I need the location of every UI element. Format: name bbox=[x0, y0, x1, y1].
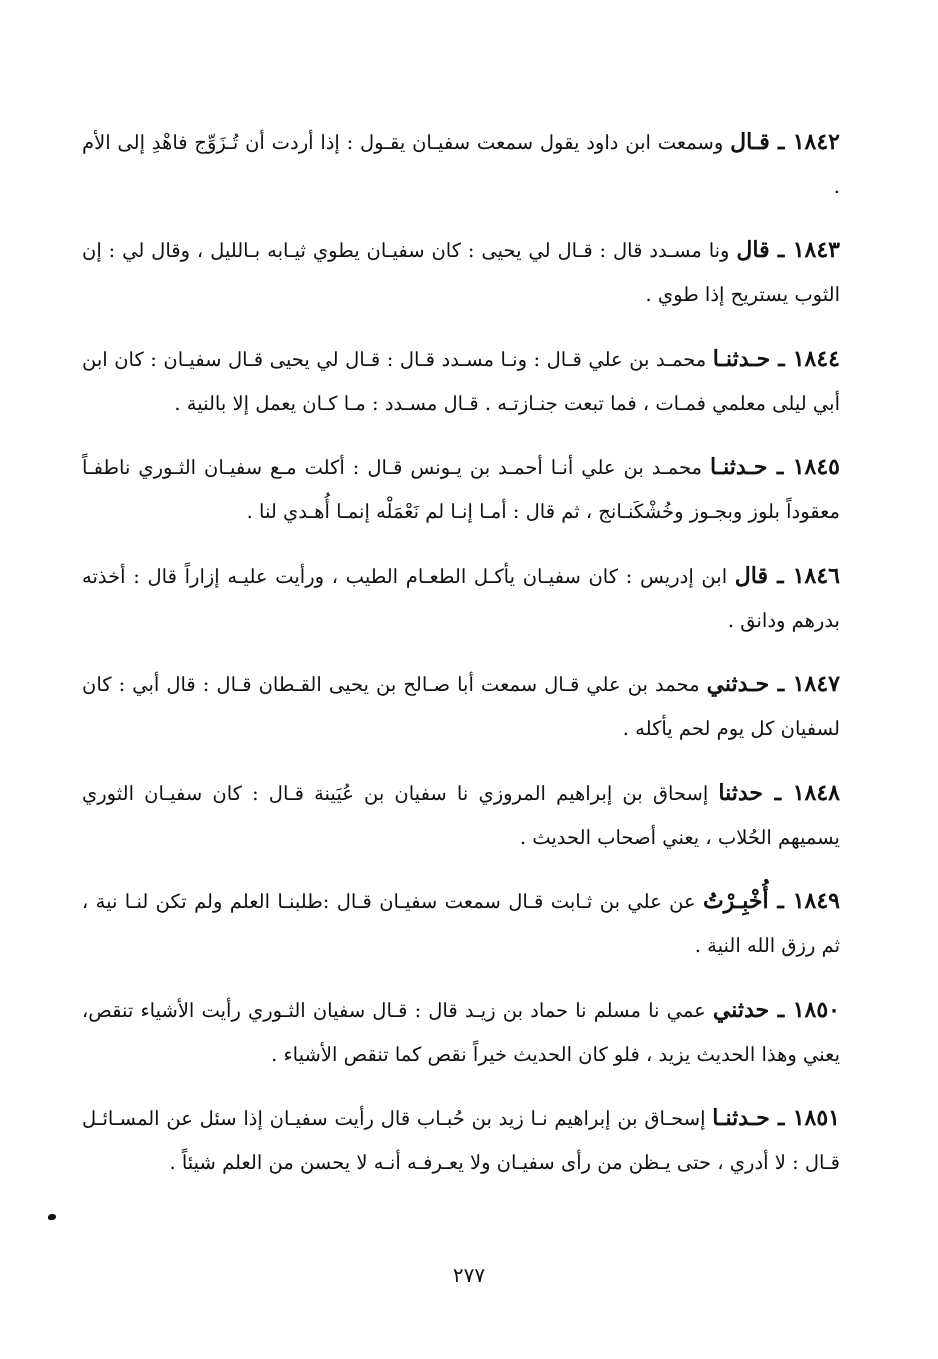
entry-1851 bbox=[82, 1096, 840, 1185]
entry-text: إسحاق بن إبراهيم المروزي نا سفيان بن عُيَينة قـال : كان سفيـان الثوري يسميهم الحُلاب ، يعني أصحاب الحديث . bbox=[82, 781, 840, 849]
entry-text: ونا مسـدد قال : قـال لي يحيى : كان سفيـان يطوي ثيـابه بـالليل ، وقال لي : إن الثوب يستريح إذا طوي . bbox=[82, 239, 840, 306]
entry-heading: ١٨٥١ ـ حـدثنـا bbox=[712, 1105, 840, 1131]
entry-heading: ١٨٤٤ ـ حـدثنـا bbox=[712, 345, 840, 372]
entry-1847 bbox=[82, 662, 840, 751]
entry-1846 bbox=[82, 554, 840, 643]
entry-1848 bbox=[82, 771, 840, 860]
entry-1843 bbox=[82, 228, 840, 317]
entry-text: عمي نا مسلم نا حماد بن زيـد قال : قـال سفيان الثـوري رأيت الأشياء تنقص، يعني وهذا الحديث يزيد ، فلو كان الحديث خيراً نقص كما تنقص الأشياء . bbox=[82, 998, 840, 1066]
entry-text: ابن إدريس : كان سفيـان يأكـل الطعـام الطيب ، ورأيت عليـه إزاراً قال : أخذته بدرهم ودانق . bbox=[82, 564, 840, 632]
entry-1844 bbox=[82, 337, 840, 426]
page-body bbox=[82, 100, 840, 1192]
entry-text: محمـد بن علي أنـا أحمـد بن يـونس قـال : أكلت مـع سفيـان الثـوري ناطفـاً معقوداً بلوز وبجـوز وخُشْكَنـانج ، ثم قال : أمـا إنـا لم نَعْمَلْه إنمـا أُهـدي لنا . bbox=[82, 456, 840, 523]
entry-text: إسحـاق بن إبراهيم نـا زيد بن حُبـاب قال رأيت سفيـان إذا سئل عن المسـائـل قـال : لا أدري ، حتى يـظن من رأى سفيـان ولا يعـرفـه أنـه لا يحسن من العلم شيئاً . bbox=[82, 1107, 840, 1174]
entry-1842 bbox=[82, 120, 840, 209]
entry-heading: ١٨٤٧ ـ حـدثني bbox=[706, 671, 840, 697]
entry-heading: ١٨٤٥ ـ حـدثنـا bbox=[709, 454, 840, 480]
entry-heading: ١٨٤٦ ـ قال bbox=[734, 562, 840, 589]
entry-text: محمد بن علي قـال سمعت أبا صـالح بن يحيى القـطان قـال : قال أبي : كان لسفيان كل يوم لحم يأكله . bbox=[82, 673, 840, 740]
entry-text: محمـد بن علي قـال : ونـا مسـدد قـال : قـال لي يحيى قـال سفيـان : كان ابن أبي ليلى معلمي فمـات ، فما تبعت جنـازتـه . قـال مسـدد : مـا كـان يعمل إلا بالنية . bbox=[82, 347, 840, 415]
entry-1849 bbox=[82, 879, 840, 968]
entry-1845 bbox=[82, 445, 840, 534]
entry-heading: ١٨٤٩ ـ أُخْبِـرْتُ bbox=[702, 888, 840, 914]
entry-heading: ١٨٥٠ ـ حدثني bbox=[712, 996, 840, 1023]
entry-1850 bbox=[82, 988, 840, 1077]
entry-text: عن علي بن ثـابت قـال سمعت سفيـان قـال :طلبنـا العلم ولم تكن لنـا نية ، ثم رزق الله النية . bbox=[82, 890, 840, 957]
scan-speck bbox=[48, 1214, 56, 1220]
entry-text: وسمعت ابن داود يقول سمعت سفيـان يقـول : إذا أردت أن تُـزَوِّج فاهْدِ إلى الأم . bbox=[82, 130, 840, 198]
entry-heading: ١٨٤٣ ـ قال bbox=[736, 237, 840, 263]
entry-heading: ١٨٤٨ ـ حدثنا bbox=[718, 779, 840, 806]
entry-heading: ١٨٤٢ ـ قـال bbox=[730, 128, 840, 155]
page-number: ٢٧٧ bbox=[452, 1263, 486, 1287]
